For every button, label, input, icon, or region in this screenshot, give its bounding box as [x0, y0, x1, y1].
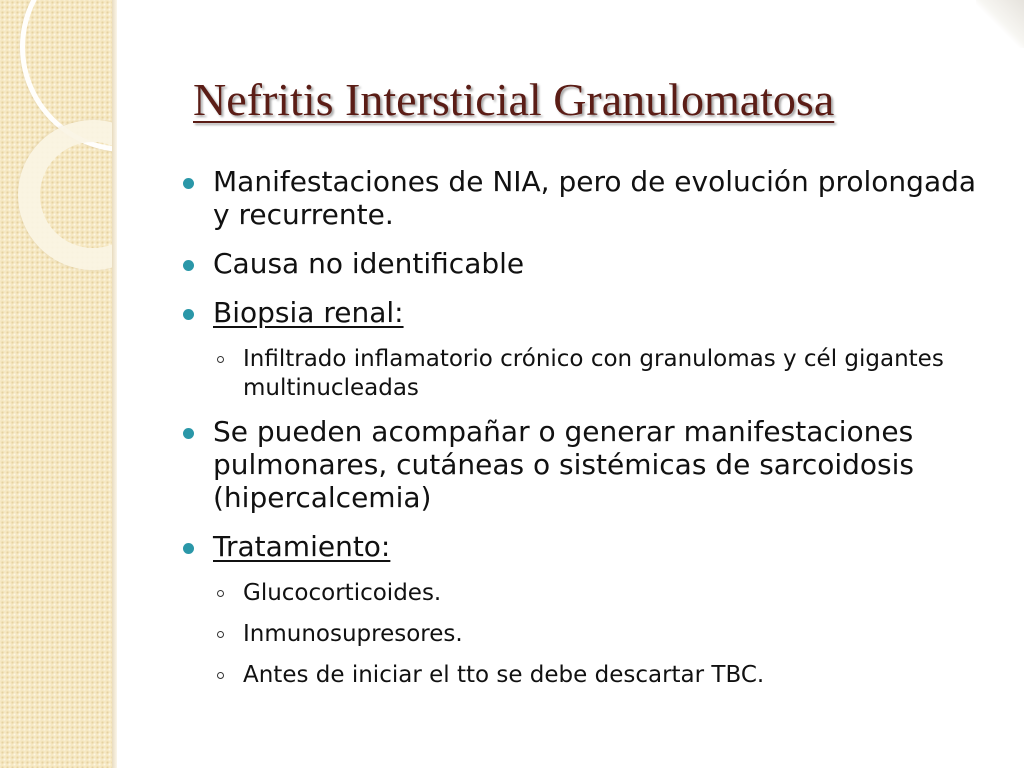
bullet-circle-icon	[217, 672, 224, 679]
bullet-text-tratamiento: Tratamiento:	[213, 530, 391, 563]
decorative-side-strip	[0, 0, 112, 768]
bullet-dot-icon	[183, 260, 194, 271]
sub-bullet-text: Glucocorticoides.	[243, 580, 442, 606]
bullet-circle-icon	[217, 590, 224, 597]
sub-bullet-text: Infiltrado inflamatorio crónico con granulomas y cél gigantes multinucleadas	[243, 346, 944, 401]
decorative-ring-small	[18, 120, 112, 270]
bullet-item	[183, 415, 983, 514]
side-strip-edge	[112, 0, 117, 768]
bullet-text-biopsia: Biopsia renal:	[213, 296, 404, 329]
sub-bullet-text: Antes de iniciar el tto se debe descartar TBC.	[243, 662, 765, 688]
bullet-text: Se pueden acompañar o generar manifestaciones pulmonares, cutáneas o sistémicas de sarcoidosis (hipercalcemia)	[213, 415, 915, 514]
bullet-item	[183, 247, 983, 280]
bullet-circle-icon	[217, 631, 224, 638]
bullet-item	[183, 530, 983, 563]
sub-bullet-item	[183, 661, 983, 690]
bullet-item	[183, 296, 983, 329]
bullet-text: Causa no identificable	[213, 247, 525, 280]
sub-bullet-item	[183, 620, 983, 649]
bullet-dot-icon	[183, 543, 194, 554]
sub-bullet-item	[183, 345, 983, 403]
page-curl-decoration	[976, 0, 1024, 48]
sub-bullet-text: Inmunosupresores.	[243, 621, 463, 647]
bullet-item	[183, 165, 983, 231]
sub-bullet-item	[183, 579, 983, 608]
bullet-list	[183, 165, 983, 702]
bullet-text: Manifestaciones de NIA, pero de evolución prolongada y recurrente.	[213, 165, 977, 231]
bullet-dot-icon	[183, 309, 194, 320]
slide-title: Nefritis Intersticial Granulomatosa	[193, 74, 835, 125]
bullet-dot-icon	[183, 428, 194, 439]
bullet-circle-icon	[217, 356, 224, 363]
bullet-dot-icon	[183, 178, 194, 189]
